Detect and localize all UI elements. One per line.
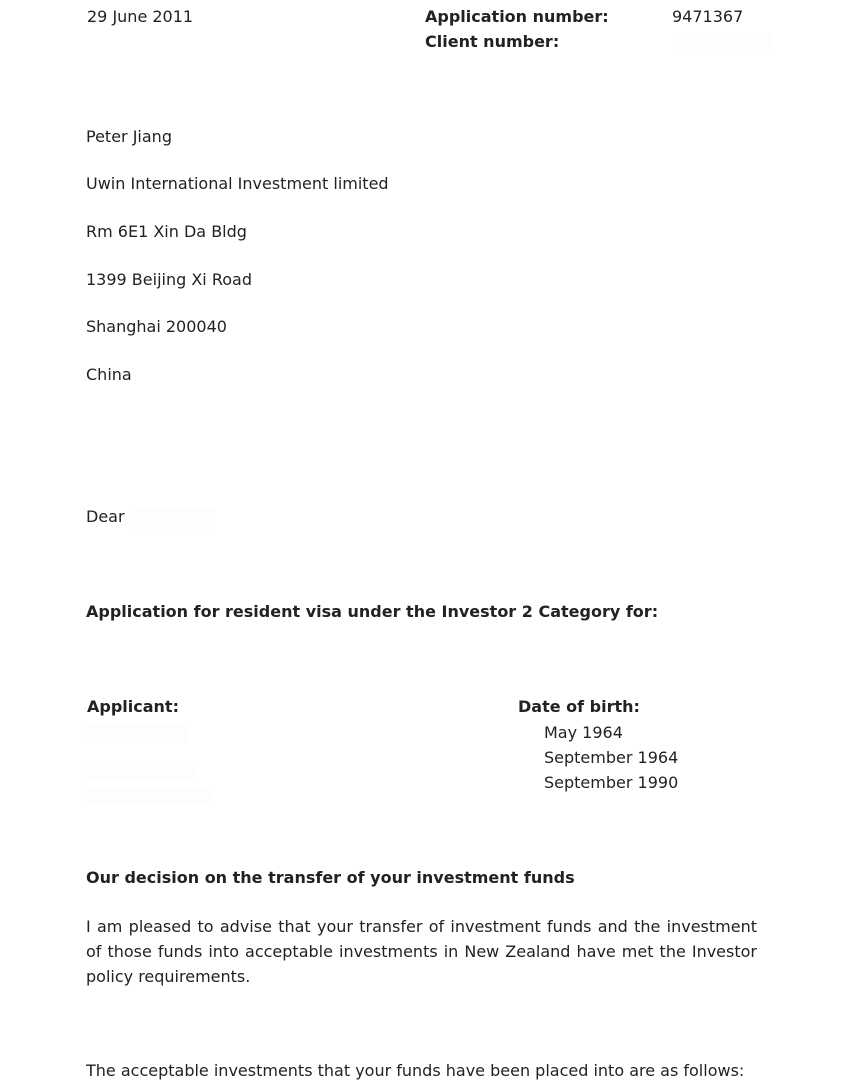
client-number-label: Client number: <box>425 32 560 51</box>
address-line: Rm 6E1 Xin Da Bldg <box>86 222 247 241</box>
section-heading: Our decision on the transfer of your investment funds <box>86 868 575 887</box>
dob-label: Date of birth: <box>518 697 640 716</box>
address-line: Uwin International Investment limited <box>86 174 389 193</box>
application-number-label: Application number: <box>425 7 609 26</box>
dob-value: May 1964 <box>544 723 623 742</box>
address-line: 1399 Beijing Xi Road <box>86 270 252 289</box>
decision-paragraph: I am pleased to advise that your transfer of investment funds and the investment of those funds into acceptable investments in New Zealand have met the Investor policy requirements. <box>86 917 757 986</box>
address-line: Peter Jiang <box>86 127 172 146</box>
applicant-name-redaction <box>87 787 212 805</box>
subject-line: Application for resident visa under the Investor 2 Category for: <box>86 602 659 621</box>
salutation: Dear <box>86 507 125 526</box>
investments-intro: The acceptable investments that your funds have been placed into are as follows: <box>86 1061 745 1080</box>
application-number-value: 9471367 <box>672 7 744 26</box>
dob-value: September 1990 <box>544 773 679 792</box>
salutation-name-redaction <box>130 507 216 529</box>
applicant-label: Applicant: <box>87 697 179 716</box>
applicant-name-redaction <box>87 762 197 780</box>
dob-value: September 1964 <box>544 748 679 767</box>
client-number-redaction <box>672 33 772 49</box>
address-line: Shanghai 200040 <box>86 317 227 336</box>
address-line: China <box>86 365 132 384</box>
letter-date: 29 June 2011 <box>87 7 194 26</box>
applicant-name-redaction <box>87 725 187 743</box>
